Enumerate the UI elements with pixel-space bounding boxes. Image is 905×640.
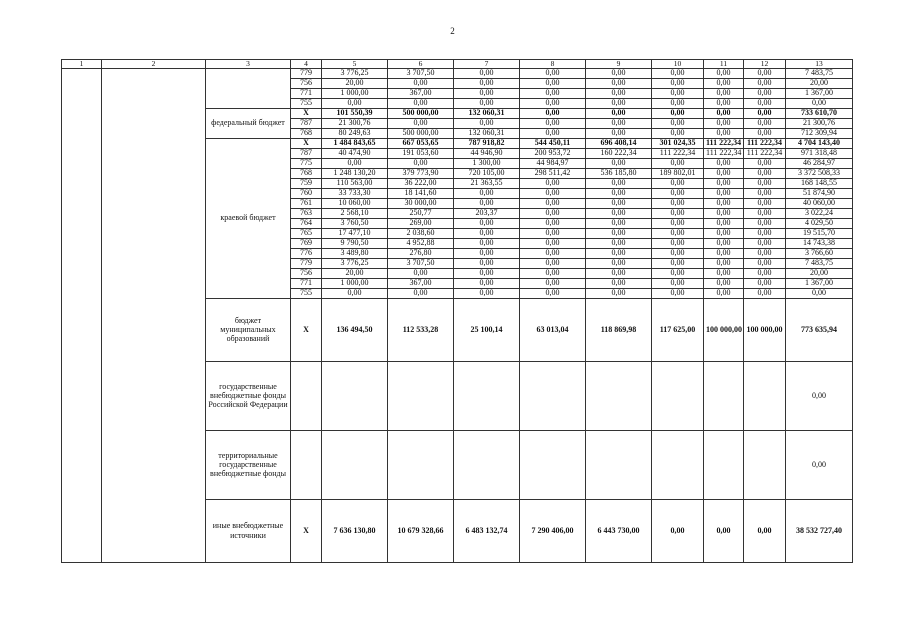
value-cell: 10 060,00 <box>322 198 388 208</box>
value-cell: 0,00 <box>586 288 652 298</box>
code-cell <box>291 361 322 430</box>
value-cell <box>704 430 744 499</box>
value-cell: 3 707,50 <box>388 258 454 268</box>
value-cell: 0,00 <box>520 178 586 188</box>
value-cell: 33 733,30 <box>322 188 388 198</box>
value-cell: 0,00 <box>652 499 704 562</box>
total-cell: 40 060,00 <box>786 198 853 208</box>
value-cell: 0,00 <box>652 228 704 238</box>
code-cell: 771 <box>291 278 322 288</box>
value-cell: 191 053,60 <box>388 148 454 158</box>
value-cell: 0,00 <box>652 288 704 298</box>
value-cell <box>744 430 786 499</box>
value-cell <box>322 361 388 430</box>
value-cell: 0,00 <box>454 98 520 108</box>
value-cell: 0,00 <box>586 278 652 288</box>
value-cell: 500 000,00 <box>388 128 454 138</box>
value-cell: 0,00 <box>454 68 520 78</box>
total-cell: 0,00 <box>786 288 853 298</box>
value-cell: 0,00 <box>586 178 652 188</box>
value-cell: 132 060,31 <box>454 128 520 138</box>
header-cell-7: 7 <box>454 60 520 69</box>
code-cell: 755 <box>291 98 322 108</box>
value-cell: 6 443 730,00 <box>586 499 652 562</box>
value-cell: 0,00 <box>586 268 652 278</box>
value-cell: 0,00 <box>586 218 652 228</box>
value-cell: 0,00 <box>454 118 520 128</box>
total-cell: 1 367,00 <box>786 88 853 98</box>
value-cell: 367,00 <box>388 278 454 288</box>
value-cell: 0,00 <box>586 158 652 168</box>
value-cell: 6 483 132,74 <box>454 499 520 562</box>
code-cell: 769 <box>291 238 322 248</box>
total-cell: 0,00 <box>786 98 853 108</box>
total-cell: 38 532 727,40 <box>786 499 853 562</box>
value-cell: 0,00 <box>388 98 454 108</box>
value-cell: 1 248 130,20 <box>322 168 388 178</box>
value-cell: 0,00 <box>454 78 520 88</box>
value-cell: 544 450,11 <box>520 138 586 148</box>
code-cell: 763 <box>291 208 322 218</box>
value-cell: 0,00 <box>744 238 786 248</box>
value-cell: 0,00 <box>744 268 786 278</box>
value-cell: 0,00 <box>652 128 704 138</box>
value-cell: 0,00 <box>652 158 704 168</box>
value-cell: 0,00 <box>520 128 586 138</box>
header-cell-4: 4 <box>291 60 322 69</box>
value-cell: 132 060,31 <box>454 108 520 118</box>
value-cell: 0,00 <box>454 268 520 278</box>
value-cell: 0,00 <box>744 248 786 258</box>
value-cell <box>388 430 454 499</box>
value-cell: 0,00 <box>520 268 586 278</box>
value-cell: 21 300,76 <box>322 118 388 128</box>
code-cell: 759 <box>291 178 322 188</box>
value-cell: 0,00 <box>454 88 520 98</box>
value-cell: 0,00 <box>520 68 586 78</box>
total-cell: 51 874,90 <box>786 188 853 198</box>
value-cell: 7 636 130,80 <box>322 499 388 562</box>
value-cell: 25 100,14 <box>454 298 520 361</box>
value-cell: 2 568,10 <box>322 208 388 218</box>
value-cell: 0,00 <box>652 218 704 228</box>
value-cell: 0,00 <box>704 178 744 188</box>
value-cell: 0,00 <box>454 188 520 198</box>
value-cell: 696 408,14 <box>586 138 652 148</box>
value-cell: 0,00 <box>704 288 744 298</box>
value-cell: 30 000,00 <box>388 198 454 208</box>
header-cell-11: 11 <box>704 60 744 69</box>
value-cell: 10 679 328,66 <box>388 499 454 562</box>
value-cell: 0,00 <box>652 208 704 218</box>
code-cell: X <box>291 499 322 562</box>
value-cell: 0,00 <box>744 218 786 228</box>
value-cell: 0,00 <box>520 88 586 98</box>
header-cell-2: 2 <box>102 60 206 69</box>
code-cell: 755 <box>291 288 322 298</box>
value-cell: 200 953,72 <box>520 148 586 158</box>
value-cell: 136 494,50 <box>322 298 388 361</box>
value-cell: 0,00 <box>652 108 704 118</box>
value-cell: 0,00 <box>388 268 454 278</box>
value-cell: 0,00 <box>586 108 652 118</box>
value-cell: 0,00 <box>744 68 786 78</box>
value-cell: 100 000,00 <box>704 298 744 361</box>
value-cell <box>744 361 786 430</box>
code-cell: 776 <box>291 248 322 258</box>
source-label: краевой бюджет <box>206 138 291 298</box>
value-cell <box>652 430 704 499</box>
total-cell: 773 635,94 <box>786 298 853 361</box>
header-cell-3: 3 <box>206 60 291 69</box>
value-cell: 44 984,97 <box>520 158 586 168</box>
value-cell: 160 222,34 <box>586 148 652 158</box>
value-cell <box>520 430 586 499</box>
value-cell: 0,00 <box>704 118 744 128</box>
value-cell <box>388 361 454 430</box>
value-cell <box>586 430 652 499</box>
source-label: бюджет муниципальных образований <box>206 298 291 361</box>
value-cell: 111 222,34 <box>744 138 786 148</box>
value-cell: 1 484 843,65 <box>322 138 388 148</box>
value-cell: 0,00 <box>704 258 744 268</box>
value-cell: 250,77 <box>388 208 454 218</box>
total-cell: 7 483,75 <box>786 68 853 78</box>
value-cell: 0,00 <box>454 288 520 298</box>
value-cell: 36 222,00 <box>388 178 454 188</box>
value-cell: 0,00 <box>652 118 704 128</box>
page-number: 2 <box>450 26 455 36</box>
value-cell: 21 363,55 <box>454 178 520 188</box>
value-cell: 0,00 <box>454 198 520 208</box>
value-cell: 0,00 <box>388 78 454 88</box>
value-cell: 0,00 <box>744 128 786 138</box>
value-cell: 0,00 <box>652 78 704 88</box>
value-cell: 3 489,80 <box>322 248 388 258</box>
value-cell: 3 776,25 <box>322 258 388 268</box>
total-cell: 3 372 508,33 <box>786 168 853 178</box>
total-cell: 4 029,50 <box>786 218 853 228</box>
value-cell: 0,00 <box>704 88 744 98</box>
value-cell: 0,00 <box>520 238 586 248</box>
value-cell: 0,00 <box>586 238 652 248</box>
header-cell-10: 10 <box>652 60 704 69</box>
value-cell: 0,00 <box>652 188 704 198</box>
value-cell: 80 249,63 <box>322 128 388 138</box>
value-cell: 0,00 <box>520 208 586 218</box>
value-cell: 0,00 <box>586 198 652 208</box>
value-cell: 0,00 <box>322 288 388 298</box>
total-cell: 3 766,60 <box>786 248 853 258</box>
value-cell: 787 918,82 <box>454 138 520 148</box>
value-cell: 3 707,50 <box>388 68 454 78</box>
value-cell: 0,00 <box>520 228 586 238</box>
col2-cell <box>102 68 206 562</box>
value-cell: 0,00 <box>704 198 744 208</box>
col1-cell <box>62 68 102 562</box>
value-cell: 0,00 <box>744 278 786 288</box>
value-cell: 0,00 <box>704 68 744 78</box>
header-cell-12: 12 <box>744 60 786 69</box>
total-cell: 1 367,00 <box>786 278 853 288</box>
value-cell: 0,00 <box>454 218 520 228</box>
value-cell: 0,00 <box>704 228 744 238</box>
value-cell: 0,00 <box>744 288 786 298</box>
value-cell: 379 773,90 <box>388 168 454 178</box>
value-cell <box>454 430 520 499</box>
value-cell: 3 760,50 <box>322 218 388 228</box>
value-cell: 298 511,42 <box>520 168 586 178</box>
value-cell: 0,00 <box>744 499 786 562</box>
value-cell: 0,00 <box>520 198 586 208</box>
value-cell: 0,00 <box>586 208 652 218</box>
source-label <box>206 68 291 108</box>
value-cell <box>454 361 520 430</box>
value-cell: 0,00 <box>744 118 786 128</box>
value-cell: 0,00 <box>388 118 454 128</box>
value-cell: 500 000,00 <box>388 108 454 118</box>
value-cell: 0,00 <box>704 278 744 288</box>
code-cell: 765 <box>291 228 322 238</box>
value-cell: 269,00 <box>388 218 454 228</box>
code-cell: X <box>291 108 322 118</box>
value-cell: 0,00 <box>652 88 704 98</box>
value-cell: 0,00 <box>520 288 586 298</box>
value-cell: 1 300,00 <box>454 158 520 168</box>
value-cell: 0,00 <box>454 278 520 288</box>
value-cell: 100 000,00 <box>744 298 786 361</box>
total-cell: 971 318,48 <box>786 148 853 158</box>
value-cell: 0,00 <box>652 198 704 208</box>
value-cell: 118 869,98 <box>586 298 652 361</box>
code-cell: 761 <box>291 198 322 208</box>
value-cell: 0,00 <box>744 78 786 88</box>
total-cell: 21 300,76 <box>786 118 853 128</box>
value-cell: 0,00 <box>586 228 652 238</box>
value-cell <box>586 361 652 430</box>
value-cell: 0,00 <box>586 248 652 258</box>
header-cell-9: 9 <box>586 60 652 69</box>
value-cell: 0,00 <box>454 248 520 258</box>
value-cell: 110 563,00 <box>322 178 388 188</box>
code-cell: 768 <box>291 128 322 138</box>
source-label: иные внебюджетные источники <box>206 499 291 562</box>
value-cell: 0,00 <box>520 98 586 108</box>
value-cell <box>704 361 744 430</box>
value-cell: 3 776,25 <box>322 68 388 78</box>
value-cell: 0,00 <box>520 118 586 128</box>
value-cell <box>652 361 704 430</box>
value-cell: 0,00 <box>454 258 520 268</box>
value-cell: 0,00 <box>744 108 786 118</box>
value-cell <box>322 430 388 499</box>
code-cell: 764 <box>291 218 322 228</box>
value-cell: 0,00 <box>704 188 744 198</box>
value-cell: 2 038,60 <box>388 228 454 238</box>
value-cell: 0,00 <box>652 68 704 78</box>
value-cell: 101 550,39 <box>322 108 388 118</box>
value-cell: 7 290 406,00 <box>520 499 586 562</box>
value-cell: 0,00 <box>744 258 786 268</box>
value-cell: 0,00 <box>586 98 652 108</box>
value-cell: 44 946,90 <box>454 148 520 158</box>
value-cell: 0,00 <box>388 288 454 298</box>
value-cell: 0,00 <box>586 128 652 138</box>
value-cell: 0,00 <box>704 208 744 218</box>
value-cell: 0,00 <box>652 258 704 268</box>
total-cell: 4 704 143,40 <box>786 138 853 148</box>
value-cell: 0,00 <box>520 108 586 118</box>
value-cell: 0,00 <box>744 198 786 208</box>
value-cell: 0,00 <box>744 208 786 218</box>
header-row <box>62 60 853 69</box>
code-cell: 768 <box>291 168 322 178</box>
total-cell: 46 284,97 <box>786 158 853 168</box>
code-cell: 756 <box>291 78 322 88</box>
value-cell: 117 625,00 <box>652 298 704 361</box>
value-cell: 536 185,80 <box>586 168 652 178</box>
value-cell: 0,00 <box>586 118 652 128</box>
value-cell: 0,00 <box>704 238 744 248</box>
value-cell: 0,00 <box>744 158 786 168</box>
header-cell-1: 1 <box>62 60 102 69</box>
value-cell: 4 952,88 <box>388 238 454 248</box>
value-cell: 0,00 <box>454 228 520 238</box>
value-cell: 0,00 <box>744 88 786 98</box>
value-cell: 0,00 <box>704 499 744 562</box>
code-cell: 771 <box>291 88 322 98</box>
value-cell: 40 474,90 <box>322 148 388 158</box>
value-cell: 0,00 <box>652 268 704 278</box>
code-cell: 756 <box>291 268 322 278</box>
code-cell <box>291 430 322 499</box>
total-cell: 3 022,24 <box>786 208 853 218</box>
value-cell: 0,00 <box>652 98 704 108</box>
value-cell: 0,00 <box>704 78 744 88</box>
source-label: государственные внебюджетные фонды Российской Федерации <box>206 361 291 430</box>
value-cell: 111 222,34 <box>652 148 704 158</box>
total-cell: 7 483,75 <box>786 258 853 268</box>
code-cell: 760 <box>291 188 322 198</box>
value-cell: 0,00 <box>322 158 388 168</box>
total-cell: 20,00 <box>786 268 853 278</box>
code-cell: 775 <box>291 158 322 168</box>
value-cell: 0,00 <box>586 188 652 198</box>
source-label: территориальные государственные внебюджетные фонды <box>206 430 291 499</box>
value-cell: 0,00 <box>388 158 454 168</box>
value-cell: 17 477,10 <box>322 228 388 238</box>
value-cell: 203,37 <box>454 208 520 218</box>
value-cell: 20,00 <box>322 268 388 278</box>
total-cell: 0,00 <box>786 361 853 430</box>
value-cell: 111 222,34 <box>704 138 744 148</box>
value-cell: 0,00 <box>586 68 652 78</box>
code-cell: 787 <box>291 148 322 158</box>
value-cell: 0,00 <box>520 278 586 288</box>
header-cell-5: 5 <box>322 60 388 69</box>
value-cell: 0,00 <box>520 258 586 268</box>
code-cell: X <box>291 298 322 361</box>
value-cell: 0,00 <box>704 268 744 278</box>
value-cell: 0,00 <box>586 258 652 268</box>
budget-table <box>61 59 853 563</box>
total-cell: 14 743,38 <box>786 238 853 248</box>
value-cell: 0,00 <box>520 78 586 88</box>
value-cell: 0,00 <box>520 218 586 228</box>
value-cell: 18 141,60 <box>388 188 454 198</box>
value-cell: 112 533,28 <box>388 298 454 361</box>
value-cell: 0,00 <box>652 238 704 248</box>
value-cell: 667 053,65 <box>388 138 454 148</box>
value-cell: 0,00 <box>704 128 744 138</box>
value-cell: 367,00 <box>388 88 454 98</box>
header-cell-13: 13 <box>786 60 853 69</box>
value-cell: 301 024,35 <box>652 138 704 148</box>
value-cell: 0,00 <box>704 248 744 258</box>
value-cell: 111 222,34 <box>744 148 786 158</box>
value-cell <box>520 361 586 430</box>
value-cell: 0,00 <box>744 228 786 238</box>
value-cell: 111 222,34 <box>704 148 744 158</box>
value-cell: 0,00 <box>704 168 744 178</box>
value-cell: 0,00 <box>744 168 786 178</box>
header-cell-8: 8 <box>520 60 586 69</box>
code-cell: X <box>291 138 322 148</box>
value-cell: 0,00 <box>704 158 744 168</box>
value-cell: 0,00 <box>586 78 652 88</box>
table-row <box>62 68 853 78</box>
value-cell: 720 105,00 <box>454 168 520 178</box>
total-cell: 733 610,70 <box>786 108 853 118</box>
value-cell: 189 802,01 <box>652 168 704 178</box>
value-cell: 63 013,04 <box>520 298 586 361</box>
value-cell: 0,00 <box>744 188 786 198</box>
value-cell: 0,00 <box>704 108 744 118</box>
value-cell: 0,00 <box>704 98 744 108</box>
value-cell: 0,00 <box>586 88 652 98</box>
header-cell-6: 6 <box>388 60 454 69</box>
total-cell: 19 515,70 <box>786 228 853 238</box>
value-cell: 0,00 <box>744 178 786 188</box>
value-cell: 1 000,00 <box>322 88 388 98</box>
value-cell: 0,00 <box>704 218 744 228</box>
source-label: федеральный бюджет <box>206 108 291 138</box>
value-cell: 0,00 <box>652 278 704 288</box>
code-cell: 787 <box>291 118 322 128</box>
total-cell: 0,00 <box>786 430 853 499</box>
total-cell: 168 148,55 <box>786 178 853 188</box>
value-cell: 0,00 <box>652 178 704 188</box>
value-cell: 20,00 <box>322 78 388 88</box>
total-cell: 20,00 <box>786 78 853 88</box>
value-cell: 9 790,50 <box>322 238 388 248</box>
value-cell: 0,00 <box>744 98 786 108</box>
value-cell: 0,00 <box>520 248 586 258</box>
value-cell: 0,00 <box>322 98 388 108</box>
value-cell: 1 000,00 <box>322 278 388 288</box>
value-cell: 276,80 <box>388 248 454 258</box>
value-cell: 0,00 <box>520 188 586 198</box>
total-cell: 712 309,94 <box>786 128 853 138</box>
code-cell: 779 <box>291 258 322 268</box>
value-cell: 0,00 <box>652 248 704 258</box>
code-cell: 779 <box>291 68 322 78</box>
value-cell: 0,00 <box>454 238 520 248</box>
